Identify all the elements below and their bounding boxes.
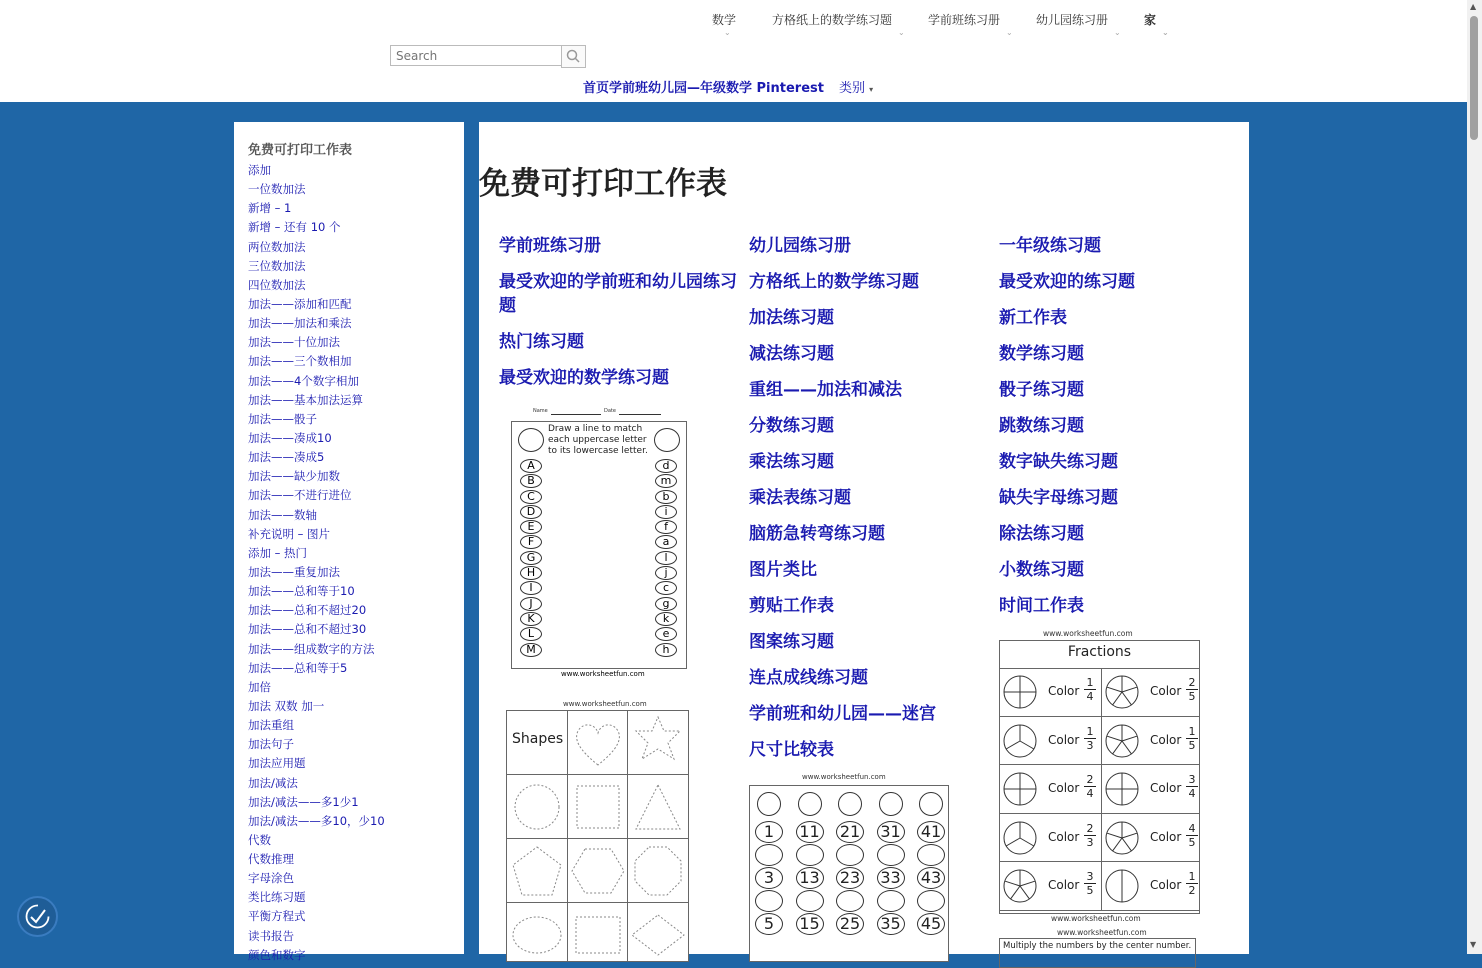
octagon-shape-icon bbox=[628, 839, 688, 903]
fraction-value: 1 2 bbox=[1186, 870, 1198, 897]
top-bar bbox=[0, 0, 1467, 102]
sidebar-link[interactable]: 平衡方程式 bbox=[248, 909, 306, 924]
letter-bubble: i bbox=[655, 505, 677, 519]
counting-segment: 45 bbox=[917, 913, 945, 935]
sidebar-link[interactable]: 两位数加法 bbox=[248, 239, 306, 254]
worksheet-category-link[interactable]: 跳数练习题 bbox=[999, 416, 1084, 436]
fraction-circle-icon bbox=[1002, 818, 1038, 858]
letter-bubble: D bbox=[520, 505, 542, 519]
worksheet-source: www.worksheetfun.com bbox=[563, 700, 647, 708]
letter-bubble: j bbox=[655, 566, 677, 580]
letter-bubble: F bbox=[520, 535, 542, 549]
letter-bubble: d bbox=[655, 459, 677, 473]
sidebar-link[interactable]: 加倍 bbox=[248, 679, 271, 694]
chevron-down-icon: ⌄ bbox=[1162, 28, 1169, 37]
chevron-down-icon: ⌄ bbox=[898, 28, 905, 37]
fractions-title: Fractions bbox=[1000, 641, 1199, 669]
counting-segment: 43 bbox=[917, 867, 945, 889]
counting-segment: 5 bbox=[755, 913, 783, 935]
fraction-value: 4 5 bbox=[1186, 822, 1198, 849]
worksheet-category-link[interactable]: 骰子练习题 bbox=[999, 380, 1084, 400]
sidebar-link[interactable]: 字母涂色 bbox=[248, 871, 294, 886]
sidebar-link[interactable]: 加法——总和不超过20 bbox=[248, 603, 367, 618]
nav-label: 家 bbox=[1144, 13, 1157, 27]
letter-bubble: E bbox=[520, 520, 542, 534]
sidebar-link[interactable]: 添加 bbox=[248, 163, 271, 177]
worksheet-category-link[interactable]: 尺寸比较表 bbox=[749, 740, 834, 760]
sidebar-link[interactable]: 加法——组成数字的方法 bbox=[248, 641, 375, 656]
sidebar-link[interactable]: 加法——数轴 bbox=[248, 507, 317, 522]
fraction-circle-icon bbox=[1104, 672, 1140, 712]
fraction-cell bbox=[1000, 668, 1102, 717]
main-content bbox=[479, 122, 1249, 954]
letter-bubble: e bbox=[655, 627, 677, 641]
counting-segment: 35 bbox=[877, 913, 905, 935]
fraction-cell bbox=[1102, 862, 1199, 911]
worksheet-category-link[interactable]: 最受欢迎的练习题 bbox=[999, 272, 1135, 292]
fraction-cell bbox=[1102, 717, 1199, 766]
worksheet-category-link[interactable]: 重组——加法和减法 bbox=[749, 380, 902, 400]
letter-bubble: f bbox=[655, 520, 677, 534]
counting-segment: 31 bbox=[877, 821, 905, 843]
worksheet-category-link[interactable]: 图案练习题 bbox=[749, 632, 834, 652]
sidebar-link[interactable]: 加法/减法 bbox=[248, 775, 298, 790]
counting-segment: 25 bbox=[836, 913, 864, 935]
fraction-cell bbox=[1000, 717, 1102, 766]
nav-label: 方格纸上的数学练习题 bbox=[772, 13, 893, 27]
letter-match-sheet bbox=[511, 421, 687, 669]
sidebar-link[interactable]: 加法——重复加法 bbox=[248, 564, 340, 579]
fraction-cell bbox=[1000, 814, 1102, 863]
color-label: Color bbox=[1048, 878, 1080, 893]
nav-item-math[interactable] bbox=[712, 11, 737, 37]
color-label: Color bbox=[1150, 829, 1182, 844]
color-label: Color bbox=[1048, 684, 1080, 698]
counting-sheet bbox=[749, 785, 949, 962]
fraction-cell bbox=[1102, 765, 1199, 814]
counting-segment: 15 bbox=[796, 913, 824, 935]
letter-bubble: a bbox=[655, 535, 677, 549]
sidebar bbox=[234, 122, 464, 962]
sidebar-link[interactable]: 一位数加法 bbox=[248, 182, 306, 197]
caterpillar-head-icon bbox=[757, 792, 781, 816]
scroll-up-icon[interactable]: ▲ bbox=[1470, 2, 1477, 11]
worksheet-category-link[interactable]: 热门练习题 bbox=[499, 332, 584, 352]
worksheet-category-link[interactable]: 方格纸上的数学练习题 bbox=[749, 272, 919, 292]
worksheet-category-link[interactable]: 最受欢迎的学前班和幼儿园练习题 bbox=[499, 272, 737, 316]
nav-label: 学前班练习册 bbox=[928, 13, 1001, 27]
shapes-sheet bbox=[506, 710, 689, 962]
worksheet-source: www.worksheetfun.com bbox=[1043, 629, 1133, 638]
nav-item-graph-paper[interactable] bbox=[772, 11, 905, 37]
letter-bubble: A bbox=[520, 459, 542, 473]
worksheet-source: www.worksheetfun.com bbox=[802, 773, 886, 781]
pentagon-shape-icon bbox=[507, 839, 568, 903]
worksheet-category-link[interactable]: 脑筋急转弯练习题 bbox=[749, 524, 885, 544]
counting-segment: 1 bbox=[755, 821, 783, 843]
fraction-value: 1 5 bbox=[1186, 725, 1198, 752]
worksheet-source: www.worksheetfun.com bbox=[561, 670, 645, 678]
home-link[interactable]: 首页学前班幼儿园—年级数学 Pinterest bbox=[583, 81, 824, 96]
page-scrollbar[interactable] bbox=[1467, 0, 1482, 954]
fraction-circle-icon bbox=[1104, 769, 1140, 809]
sidebar-title: 免费可打印工作表 bbox=[248, 143, 353, 158]
nav-label: 数学 bbox=[712, 13, 737, 27]
worksheet-category-link[interactable]: 除法练习题 bbox=[999, 524, 1084, 544]
worksheet-fractions[interactable] bbox=[999, 629, 1201, 954]
search-button[interactable] bbox=[561, 45, 586, 68]
fraction-circle-icon bbox=[1002, 769, 1038, 809]
sidebar-link[interactable]: 加法——缺少加数 bbox=[248, 469, 340, 484]
fraction-cell bbox=[1000, 765, 1102, 814]
counting-segment: 11 bbox=[796, 821, 824, 843]
sidebar-link[interactable]: 四位数加法 bbox=[248, 277, 306, 292]
chevron-down-icon: ⌄ bbox=[724, 28, 731, 37]
sidebar-link[interactable]: 新增 – 还有 10 个 bbox=[248, 220, 341, 235]
counting-segment bbox=[836, 890, 864, 912]
sidebar-link[interactable]: 加法/减法——多1少1 bbox=[248, 794, 359, 809]
letter-bubble: g bbox=[655, 597, 677, 611]
sidebar-link[interactable]: 加法——4个数字相加 bbox=[248, 373, 359, 388]
counting-segment bbox=[796, 844, 824, 866]
sidebar-link[interactable]: 类比练习题 bbox=[248, 890, 306, 905]
color-label: Color bbox=[1048, 829, 1080, 844]
worksheet-category-link[interactable]: 小数练习题 bbox=[999, 560, 1084, 580]
sidebar-link[interactable]: 加法——总和不超过30 bbox=[248, 622, 367, 637]
worksheet-category-link[interactable]: 新工作表 bbox=[999, 308, 1067, 328]
sidebar-link[interactable]: 代数推理 bbox=[248, 852, 294, 867]
color-label: Color bbox=[1048, 781, 1080, 796]
sidebar-link[interactable]: 新增 – 1 bbox=[248, 201, 292, 216]
counting-segment bbox=[917, 844, 945, 866]
fraction-circle-icon bbox=[1104, 818, 1140, 858]
worksheet-category-link[interactable]: 学前班和幼儿园——迷宫 bbox=[749, 704, 936, 724]
sidebar-link[interactable]: 加法应用题 bbox=[248, 756, 306, 771]
fraction-cell bbox=[1102, 668, 1199, 717]
fraction-circle-icon bbox=[1002, 866, 1038, 906]
nav-item-preschool[interactable] bbox=[928, 11, 1013, 37]
letter-bubble: J bbox=[520, 597, 542, 611]
color-label: Color bbox=[1150, 781, 1182, 796]
worksheet-category-link[interactable]: 缺失字母练习题 bbox=[999, 488, 1118, 508]
counting-segment: 23 bbox=[836, 867, 864, 889]
triangle-shape-icon bbox=[628, 775, 688, 839]
fraction-value: 1 3 bbox=[1084, 725, 1096, 752]
fraction-circle-icon bbox=[1002, 672, 1038, 712]
accessibility-button[interactable] bbox=[17, 896, 58, 937]
worksheet-source: www.worksheetfun.com bbox=[1051, 914, 1141, 923]
sidebar-link[interactable]: 加法/减法——多10，少10 bbox=[248, 813, 385, 828]
caterpillar-head-icon bbox=[838, 792, 862, 816]
counting-segment bbox=[877, 890, 905, 912]
nav-item-home[interactable] bbox=[1144, 11, 1169, 37]
shapes-title-cell bbox=[507, 711, 568, 775]
letter-bubble: H bbox=[520, 566, 542, 580]
counting-segment bbox=[877, 844, 905, 866]
sidebar-link[interactable]: 加法——骰子 bbox=[248, 411, 317, 426]
color-label: Color bbox=[1150, 684, 1182, 698]
sidebar-link[interactable]: 加法重组 bbox=[248, 718, 294, 733]
worksheet-counting[interactable] bbox=[749, 773, 949, 954]
chevron-down-icon: ⌄ bbox=[1114, 28, 1121, 37]
shapes-title: Shapes bbox=[512, 731, 564, 747]
fraction-value: 2 3 bbox=[1084, 822, 1096, 849]
counting-segment bbox=[796, 890, 824, 912]
letter-bubble: L bbox=[520, 627, 542, 641]
search-form bbox=[390, 45, 586, 68]
date-line bbox=[619, 414, 661, 415]
counting-segment: 21 bbox=[836, 821, 864, 843]
sidebar-link[interactable]: 加法——凑成10 bbox=[248, 430, 332, 445]
categories-dropdown[interactable] bbox=[839, 77, 873, 96]
fraction-circle-icon bbox=[1104, 721, 1140, 761]
multiply-instruction: Multiply the numbers by the center number. bbox=[999, 938, 1196, 968]
sidebar-link[interactable]: 加法——总和等于10 bbox=[248, 584, 355, 599]
fraction-value: 1 4 bbox=[1084, 676, 1096, 703]
sidebar-link[interactable]: 读书报告 bbox=[248, 928, 294, 943]
sidebar-link[interactable]: 加法——总和等于5 bbox=[248, 660, 348, 675]
instruction-line: Draw a line to match bbox=[548, 424, 643, 434]
diamond-shape-icon bbox=[628, 903, 688, 961]
counting-segment bbox=[836, 844, 864, 866]
counting-segment bbox=[755, 844, 783, 866]
fraction-value: 3 4 bbox=[1186, 773, 1198, 800]
link-column-2 bbox=[749, 234, 989, 774]
worksheet-category-link[interactable]: 时间工作表 bbox=[999, 596, 1084, 616]
fraction-cell bbox=[1000, 862, 1102, 911]
worksheet-category-link[interactable]: 学前班练习册 bbox=[499, 236, 601, 256]
scroll-down-icon[interactable]: ▼ bbox=[1470, 940, 1477, 949]
fraction-circle-icon bbox=[1104, 866, 1140, 906]
caret-down-icon: ▾ bbox=[869, 85, 874, 94]
worksheet-source: www.worksheetfun.com bbox=[1057, 928, 1147, 937]
link-column-3 bbox=[999, 234, 1239, 630]
letter-bubble: B bbox=[520, 474, 542, 488]
sidebar-link[interactable]: 加法——基本加法运算 bbox=[248, 392, 363, 407]
letter-bubble: m bbox=[655, 474, 677, 488]
nav-item-kindergarten[interactable] bbox=[1036, 11, 1121, 37]
sidebar-link[interactable]: 加法 双数 加一 bbox=[248, 698, 325, 713]
caterpillar-head-icon bbox=[798, 792, 822, 816]
worksheet-shapes[interactable] bbox=[506, 700, 690, 960]
sidebar-link[interactable]: 补充说明 – 图片 bbox=[248, 526, 331, 541]
counting-segment: 13 bbox=[796, 867, 824, 889]
instruction-line: each uppercase letter bbox=[548, 435, 647, 445]
letter-bubble: l bbox=[655, 551, 677, 565]
sidebar-link[interactable]: 加法句子 bbox=[248, 737, 294, 752]
search-icon bbox=[562, 46, 585, 67]
uppercase-column bbox=[520, 459, 542, 658]
categories-label: 类别 bbox=[839, 81, 866, 96]
letter-bubble: k bbox=[655, 612, 677, 626]
hexagon-shape-icon bbox=[568, 839, 628, 903]
sidebar-link[interactable]: 加法——不进行进位 bbox=[248, 488, 352, 503]
worksheet-category-link[interactable]: 连点成线练习题 bbox=[749, 668, 868, 688]
letter-bubble: C bbox=[520, 490, 542, 504]
counting-segment bbox=[917, 890, 945, 912]
counting-segment: 33 bbox=[877, 867, 905, 889]
caterpillar-head-icon bbox=[919, 792, 943, 816]
sidebar-link[interactable]: 代数 bbox=[248, 832, 271, 847]
fraction-value: 2 5 bbox=[1186, 676, 1198, 703]
worksheet-letter-match[interactable] bbox=[511, 408, 689, 678]
color-label: Color bbox=[1150, 732, 1182, 747]
letter-bubble: M bbox=[520, 643, 542, 657]
letter-bubble: I bbox=[520, 581, 542, 595]
worksheet-category-link[interactable]: 减法练习题 bbox=[749, 344, 834, 364]
fraction-cell bbox=[1102, 814, 1199, 863]
fraction-value: 2 4 bbox=[1084, 773, 1096, 800]
star-shape-icon bbox=[628, 711, 688, 775]
color-label: Color bbox=[1048, 732, 1080, 747]
letter-bubble: G bbox=[520, 551, 542, 565]
caterpillar-head-icon bbox=[879, 792, 903, 816]
square-shape-icon bbox=[568, 775, 628, 839]
letter-bubble: b bbox=[655, 490, 677, 504]
sidebar-link[interactable]: 加法——十位加法 bbox=[248, 335, 340, 350]
sidebar-list bbox=[248, 161, 385, 965]
worksheet-category-link[interactable]: 图片类比 bbox=[749, 560, 817, 580]
caterpillar-head-icon bbox=[654, 428, 680, 452]
nav-label: 幼儿园练习册 bbox=[1036, 13, 1109, 27]
chevron-down-icon: ⌄ bbox=[1006, 28, 1013, 37]
caterpillar-head-icon bbox=[518, 428, 544, 452]
color-label: Color bbox=[1150, 878, 1182, 893]
sidebar-link[interactable]: 添加 – 热门 bbox=[248, 545, 308, 560]
scrollbar-thumb[interactable] bbox=[1470, 16, 1478, 140]
worksheet-category-link[interactable]: 数学练习题 bbox=[999, 344, 1084, 364]
worksheet-category-link[interactable]: 最受欢迎的数学练习题 bbox=[499, 368, 669, 388]
worksheet-category-link[interactable]: 乘法练习题 bbox=[749, 452, 834, 472]
accessibility-icon bbox=[19, 898, 56, 935]
circle-shape-icon bbox=[507, 775, 568, 839]
name-line bbox=[551, 414, 601, 415]
date-label: Date bbox=[604, 408, 616, 414]
counting-segment: 3 bbox=[755, 867, 783, 889]
sidebar-link[interactable]: 加法——三个数相加 bbox=[248, 354, 352, 369]
sidebar-link[interactable]: 三位数加法 bbox=[248, 258, 306, 273]
worksheet-category-link[interactable]: 一年级练习题 bbox=[999, 236, 1101, 256]
letter-bubble: K bbox=[520, 612, 542, 626]
fraction-circle-icon bbox=[1002, 721, 1038, 761]
rectangle-shape-icon bbox=[568, 903, 628, 961]
sidebar-link[interactable]: 加法——添加和匹配 bbox=[248, 296, 352, 311]
letter-instructions bbox=[548, 424, 648, 457]
sidebar-link[interactable]: 颜色和数字 bbox=[248, 947, 306, 962]
worksheet-category-link[interactable]: 数字缺失练习题 bbox=[999, 452, 1118, 472]
heart-shape-icon bbox=[568, 711, 628, 775]
letter-bubble: h bbox=[655, 643, 677, 657]
lowercase-column bbox=[655, 459, 677, 658]
counting-segment bbox=[755, 890, 783, 912]
worksheet-category-link[interactable]: 乘法表练习题 bbox=[749, 488, 851, 508]
link-column-1 bbox=[499, 234, 739, 402]
worksheet-category-link[interactable]: 加法练习题 bbox=[749, 308, 834, 328]
name-label: Name bbox=[533, 408, 548, 414]
letter-bubble: c bbox=[655, 581, 677, 595]
worksheet-category-link[interactable]: 幼儿园练习册 bbox=[749, 236, 851, 256]
sidebar-link[interactable]: 加法——加法和乘法 bbox=[248, 316, 352, 331]
worksheet-category-link[interactable]: 剪贴工作表 bbox=[749, 596, 834, 616]
search-input[interactable] bbox=[390, 45, 562, 66]
sidebar-link[interactable]: 加法——凑成5 bbox=[248, 450, 325, 465]
fraction-value: 3 5 bbox=[1084, 870, 1096, 897]
fractions-sheet bbox=[999, 640, 1200, 914]
page-title: 免费可打印工作表 bbox=[479, 166, 727, 202]
counting-segment: 41 bbox=[917, 821, 945, 843]
oval-shape-icon bbox=[507, 903, 568, 961]
worksheet-category-link[interactable]: 分数练习题 bbox=[749, 416, 834, 436]
instruction-line: to its lowercase letter. bbox=[548, 446, 648, 456]
